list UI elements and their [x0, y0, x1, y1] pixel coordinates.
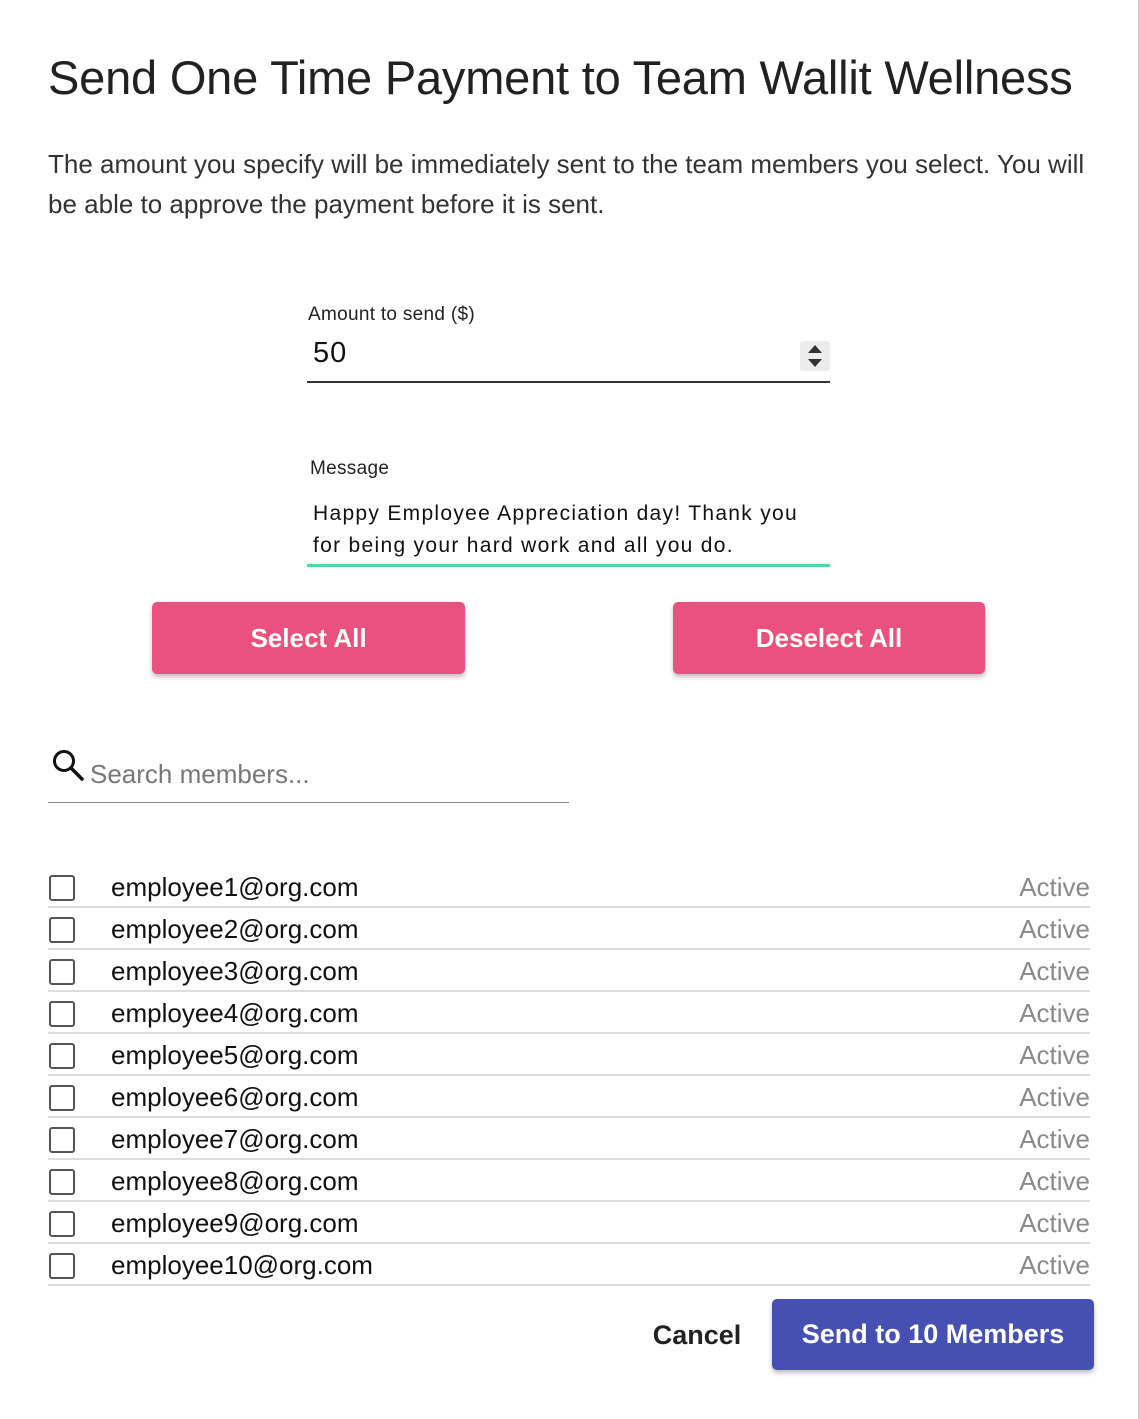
member-list: [48, 866, 1090, 1286]
member-row[interactable]: [48, 1160, 1090, 1202]
member-checkbox[interactable]: [49, 1211, 75, 1237]
member-status: Active: [1019, 872, 1090, 902]
search-icon: [51, 748, 85, 782]
member-email: employee2@org.com: [111, 914, 359, 944]
deselect-all-button[interactable]: Deselect All: [673, 602, 985, 674]
member-checkbox[interactable]: [49, 1169, 75, 1195]
member-checkbox[interactable]: [49, 1043, 75, 1069]
amount-value[interactable]: 50: [313, 337, 348, 369]
member-checkbox[interactable]: [49, 1085, 75, 1111]
search-input[interactable]: [90, 756, 560, 792]
member-row[interactable]: [48, 908, 1090, 950]
member-status: Active: [1019, 1250, 1090, 1280]
cancel-button[interactable]: Cancel: [652, 1319, 742, 1350]
member-status: Active: [1019, 998, 1090, 1028]
member-checkbox[interactable]: [49, 1001, 75, 1027]
amount-stepper[interactable]: [800, 341, 830, 371]
search-field: [48, 742, 569, 803]
member-status: Active: [1019, 1124, 1090, 1154]
member-checkbox[interactable]: [49, 1253, 75, 1279]
send-button[interactable]: Send to 10 Members: [772, 1299, 1094, 1370]
member-row[interactable]: [48, 866, 1090, 908]
member-email: employee4@org.com: [111, 998, 359, 1028]
member-email: employee1@org.com: [111, 872, 359, 902]
member-status: Active: [1019, 1166, 1090, 1196]
amount-input[interactable]: [307, 333, 830, 383]
member-email: employee7@org.com: [111, 1124, 359, 1154]
member-checkbox[interactable]: [49, 875, 75, 901]
member-row[interactable]: [48, 950, 1090, 992]
member-checkbox[interactable]: [49, 959, 75, 985]
member-status: Active: [1019, 956, 1090, 986]
member-email: employee5@org.com: [111, 1040, 359, 1070]
dialog-title: Send One Time Payment to Team Wallit Wellness: [48, 51, 1073, 104]
member-checkbox[interactable]: [49, 1127, 75, 1153]
stepper-up-icon[interactable]: [808, 345, 822, 353]
member-row[interactable]: [48, 1076, 1090, 1118]
dialog-description: The amount you specify will be immediately sent to the team members you select. You will be able to approve the payment before it is sent.: [48, 149, 1085, 219]
member-email: employee6@org.com: [111, 1082, 359, 1112]
member-status: Active: [1019, 1040, 1090, 1070]
message-textarea[interactable]: [307, 494, 830, 567]
member-email: employee9@org.com: [111, 1208, 359, 1238]
select-all-button[interactable]: Select All: [152, 602, 465, 674]
message-label: Message: [310, 458, 390, 479]
member-email: employee10@org.com: [111, 1250, 373, 1280]
message-value[interactable]: Happy Employee Appreciation day! Thank you for being your hard work and all you do.: [313, 502, 798, 557]
member-status: Active: [1019, 1208, 1090, 1238]
member-row[interactable]: [48, 1202, 1090, 1244]
amount-label: Amount to send ($): [308, 304, 475, 325]
member-email: employee8@org.com: [111, 1166, 359, 1196]
member-row[interactable]: [48, 1118, 1090, 1160]
member-row[interactable]: [48, 1034, 1090, 1076]
stepper-down-icon[interactable]: [808, 359, 822, 367]
member-status: Active: [1019, 914, 1090, 944]
member-status: Active: [1019, 1082, 1090, 1112]
member-row[interactable]: [48, 992, 1090, 1034]
member-row[interactable]: [48, 1244, 1090, 1286]
member-checkbox[interactable]: [49, 917, 75, 943]
member-email: employee3@org.com: [111, 956, 359, 986]
